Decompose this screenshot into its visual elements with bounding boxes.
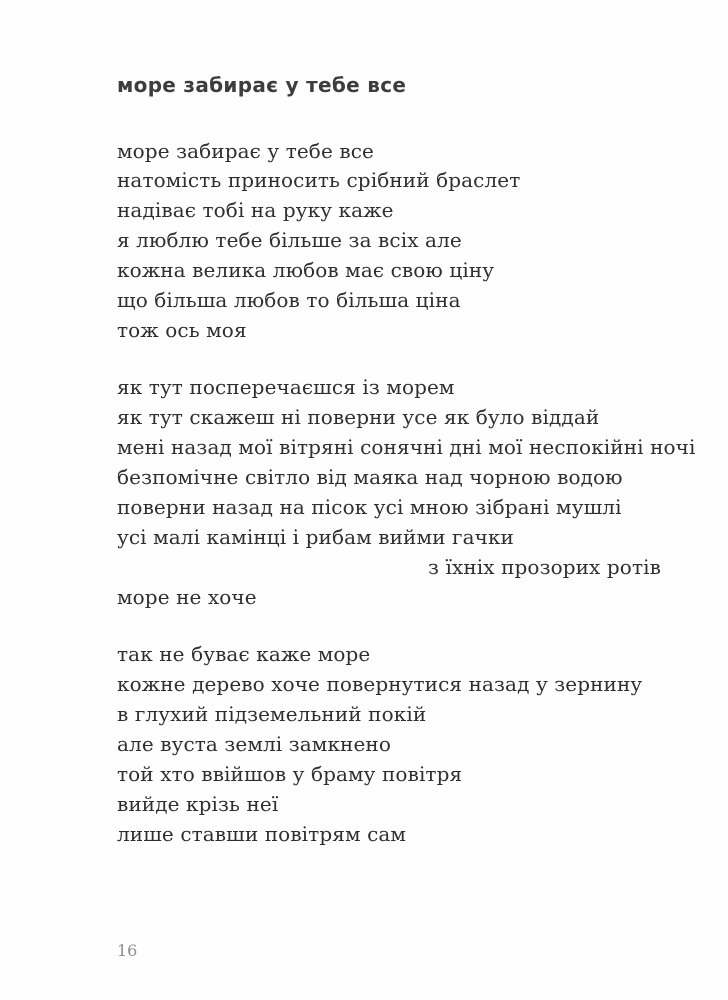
poem-line: лише ставши повітрям сам [117,822,407,846]
poem-line: так не буває каже море [117,642,371,666]
poem-line: безпомічне світло від маяка над чорною водою [117,465,623,489]
poem-line: мені назад мої вітряні сонячні дні мої неспокійні ночі [117,435,696,459]
poem-line: але вуста землі замкнено [117,732,391,756]
poem-line: я люблю тебе більше за всіх але [117,228,462,252]
poem-line: що більша любов то більша ціна [117,288,461,312]
poem-line: море забирає у тебе все [117,139,374,163]
poem-line: кожне дерево хоче повернутися назад у зернину [117,672,643,696]
poem-line: поверни назад на пісок усі мною зібрані мушлі [117,495,622,519]
poem-line: усі малі камінці і рибам вийми гачки [117,525,514,549]
poem-line: як тут посперечаєшся із морем [117,375,455,399]
poem-line: в глухий підземельний покій [117,702,427,726]
poem-line: той хто ввійшов у браму повітря [117,762,463,786]
poem-line: як тут скажеш ні поверни усе як було віддай [117,405,600,429]
poem-line: вийде крізь неї [117,792,279,816]
poem-line: тож ось моя [117,318,247,342]
poem-line: натомість приносить срібний браслет [117,168,521,192]
page-number: 16 [117,941,138,960]
poem-title: море забирає у тебе все [117,73,407,97]
poem-line-indented: з їхніх прозорих ротів [428,555,661,579]
poem-line: надіває тобі на руку каже [117,198,394,222]
poem-line: кожна велика любов має свою ціну [117,258,495,282]
poem-line: море не хоче [117,585,257,609]
